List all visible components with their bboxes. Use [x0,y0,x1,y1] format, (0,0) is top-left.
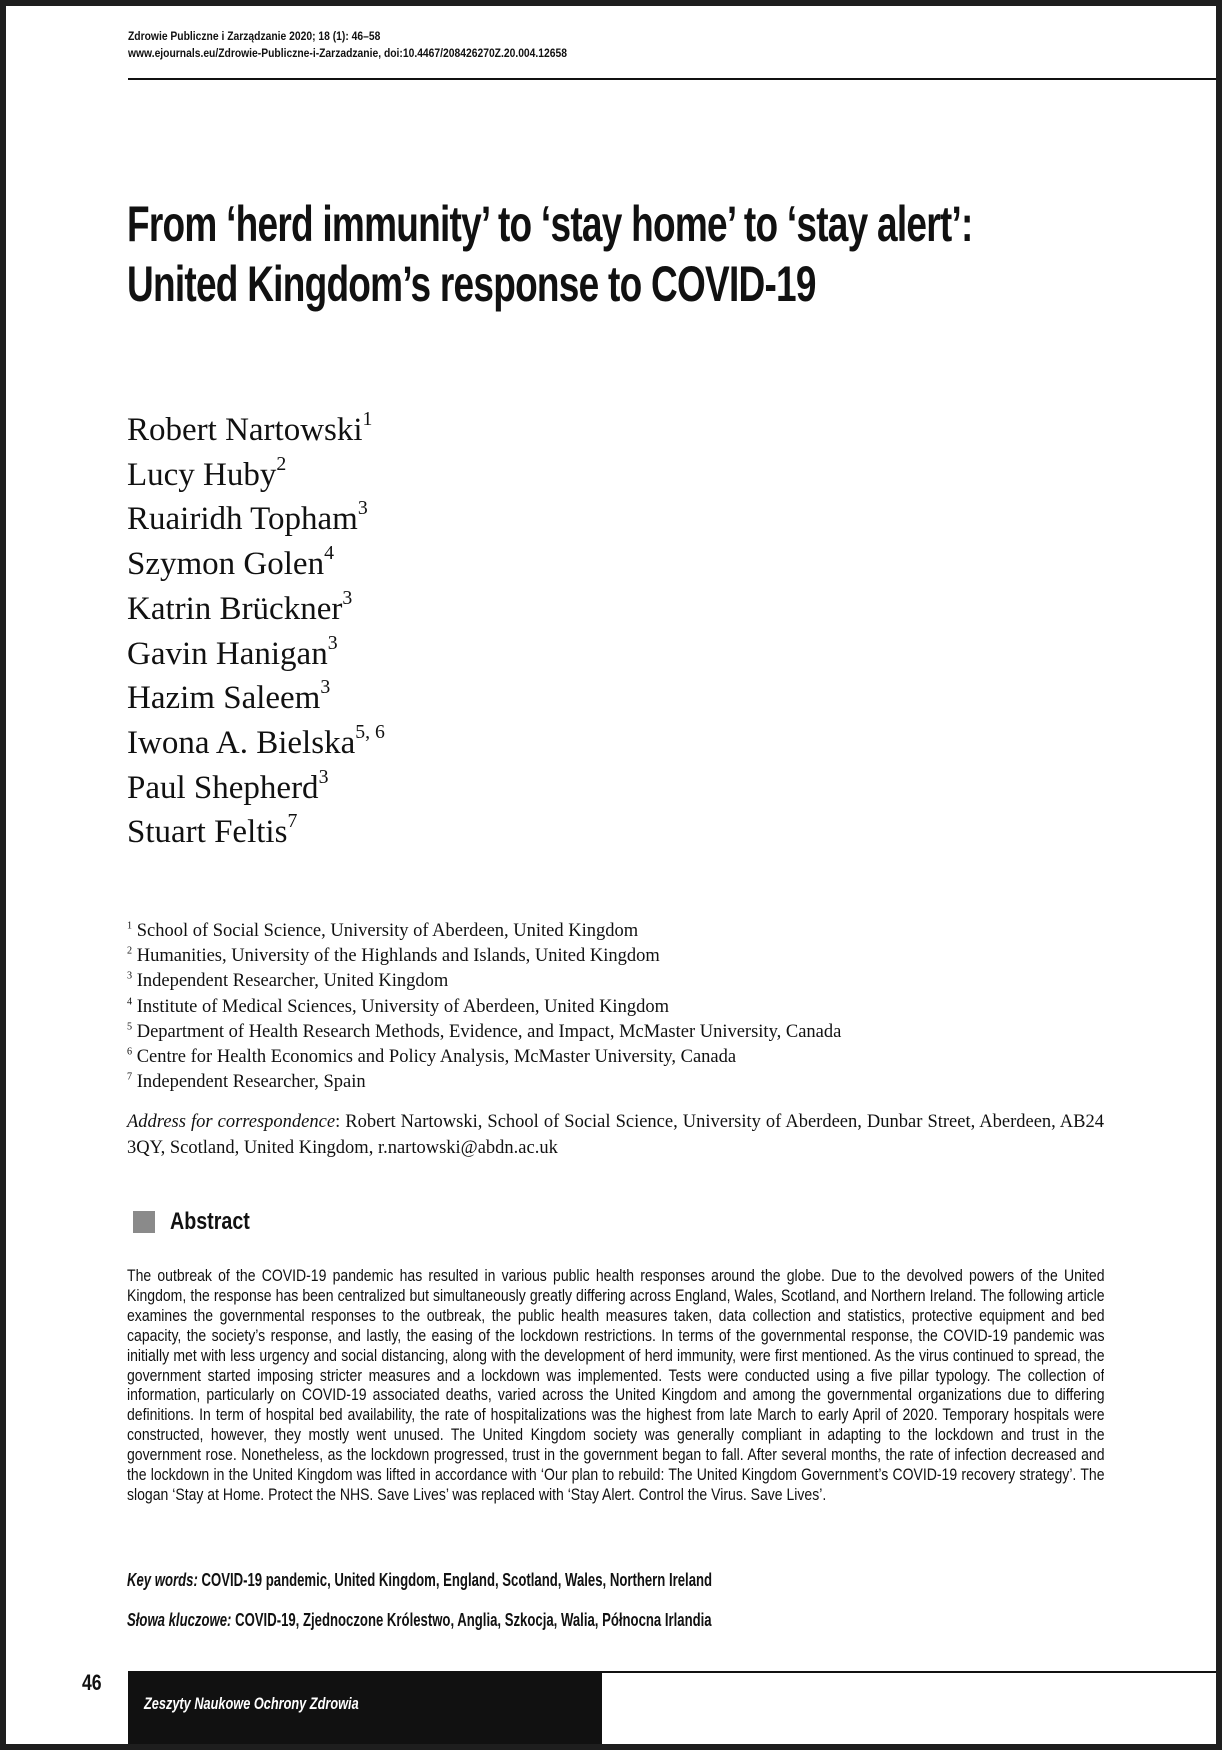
affiliation [127,1070,841,1095]
affiliation-text: Institute of Medical Sciences, University of Aberdeen, United Kingdom [136,996,669,1017]
abstract-container [127,1267,1104,1567]
header-rule [128,78,1216,80]
correspondence-address [127,1110,1104,1161]
keywords-label: Key words: [127,1570,198,1590]
keywords-text: COVID-19 pandemic, United Kingdom, England, Scotland, Wales, Northern Ireland [197,1570,713,1590]
affiliation-text: Centre for Health Economics and Policy Analysis, McMaster University, Canada [136,1047,737,1068]
article-title [127,194,973,314]
affiliation-text: Independent Researcher, United Kingdom [136,971,449,992]
author-name: Lucy Huby [127,456,277,493]
author-name: Iwona A. Bielska [127,724,356,761]
affiliation-text: Independent Researcher, Spain [136,1072,366,1093]
author [127,587,385,632]
author-affil-mark: 2 [276,452,287,475]
affiliation-text: Department of Health Research Methods, Evidence, and Impact, McMaster University, Canada [136,1021,842,1042]
author [127,408,385,453]
footer-rule [602,1671,1216,1673]
affiliation-text: Humanities, University of the Highlands and Islands, United Kingdom [136,946,660,967]
title-line-2: United Kingdom’s response to COVID-19 [127,256,816,312]
page-number: 46 [82,1670,102,1695]
affiliation [127,944,841,969]
author-affil-mark: 1 [362,408,373,431]
author [127,453,385,498]
keywords-pl-label: Słowa kluczowe: [127,1610,232,1630]
affiliation-number: 7 [127,1071,133,1083]
title-line-1: From ‘herd immunity’ to ‘stay home’ to ‘stay alert’: [127,196,973,252]
author-name: Robert Nartowski [127,412,363,448]
correspondence-text: : Robert Nartowski, School of Social Science, University of Aberdeen, Dunbar Street, Aberdeen, AB24 3QY, Scotland, United Kingdom, r.nartowski@abdn.ac.uk [127,1112,1105,1158]
author [127,676,385,721]
running-header [128,28,1065,62]
author-affil-mark: 7 [287,810,298,833]
author-name: Katrin Brückner [127,590,343,627]
author-name: Stuart Feltis [127,814,288,851]
author [127,766,385,811]
abstract-heading [133,1209,267,1235]
affiliation [127,969,841,994]
author-name: Gavin Hanigan [127,635,328,672]
keywords-en [127,1570,930,1591]
paper-page [6,6,1216,1744]
author-name: Paul Shepherd [127,769,319,806]
author-affil-mark: 4 [324,542,334,565]
affiliation [127,1045,841,1070]
author-affil-mark: 3 [318,765,329,788]
author [127,810,385,855]
affiliation-text: School of Social Science, University of Aberdeen, United Kingdom [136,921,639,941]
footer-journal-name: Zeszyty Naukowe Ochrony Zdrowia [144,1694,359,1713]
author-affil-mark: 5, 6 [355,721,385,744]
affiliation [127,1020,841,1045]
affiliation [127,995,841,1020]
author-name: Ruairidh Topham [127,501,358,538]
author-list [127,408,385,855]
affiliation-number: 1 [127,920,133,932]
affiliation-number: 6 [127,1046,133,1058]
author-name: Hazim Saleem [127,680,321,717]
author-affil-mark: 3 [320,676,331,699]
affiliation-list [127,919,841,1095]
heading-square-icon [133,1211,155,1233]
journal-url-doi: www.ejournals.eu/Zdrowie-Publiczne-i-Zarzadzanie, doi:10.4467/208426270Z.20.004.12658 [128,46,567,60]
affiliation-number: 2 [127,945,133,957]
affiliation-number: 5 [127,1021,133,1033]
abstract-body: The outbreak of the COVID-19 pandemic has resulted in various public health responses around the globe. Due to the devolved powers of the United Kingdom, the response has been centralized but simultaneously greatly differing across England, Wales, Scotland, and Northern Ireland. The following article examines the governmental responses to the outbreak, the public health measures taken, data collection and statistics, protective equipment and bed capacity, the society’s response, and lastly, the easing of the lockdown restrictions. In terms of the governmental response, the COVID-19 pandemic was initially met with less urgency and social distancing, along with the development of herd immunity, were first mentioned. As the virus continued to spread, the government started imposing stricter measures and a lockdown was implemented. Tests were conducted using a five pillar typology. The collection of information, particularly on COVID-19 associated deaths, varied across the United Kingdom and among the governmental organizations due to differing definitions. In term of hospital bed availability, the rate of hospitalizations was the highest from late March to early April of 2020. Temporary hospitals were constructed, however, they mostly went unused. The United Kingdom society was generally compliant in adapting to the lockdown and trust in the government rose. Nonetheless, as the lockdown progressed, trust in the government began to fall. After several months, the rate of infection decreased and the lockdown in the United Kingdom was lifted in accordance with ‘Our plan to rebuild: The United Kingdom Government’s COVID-19 recovery strategy’. The slogan ‘Stay at Home. Protect the NHS. Save Lives’ was replaced with ‘Stay Alert. Control the Virus. Save Lives’. [127,1267,1104,1504]
keywords-pl-text: COVID-19, Zjednoczone Królestwo, Anglia, Szkocja, Walia, Północna Irlandia [231,1610,712,1630]
author [127,497,385,542]
affiliation [127,919,841,944]
correspondence-label: Address for correspondence [127,1112,336,1132]
keywords-pl [127,1610,930,1631]
journal-citation: Zdrowie Publiczne i Zarządzanie 2020; 18 (1): 46–58 [128,29,381,43]
author-affil-mark: 3 [357,497,368,520]
author [127,542,385,587]
author [127,632,385,677]
affiliation-number: 4 [127,995,133,1007]
author [127,721,385,766]
footer-bar [128,1671,602,1744]
abstract-title: Abstract [170,1208,250,1235]
author-name: Szymon Golen [127,546,325,583]
affiliation-number: 3 [127,970,133,982]
author-affil-mark: 3 [327,631,338,654]
author-affil-mark: 3 [342,586,353,609]
